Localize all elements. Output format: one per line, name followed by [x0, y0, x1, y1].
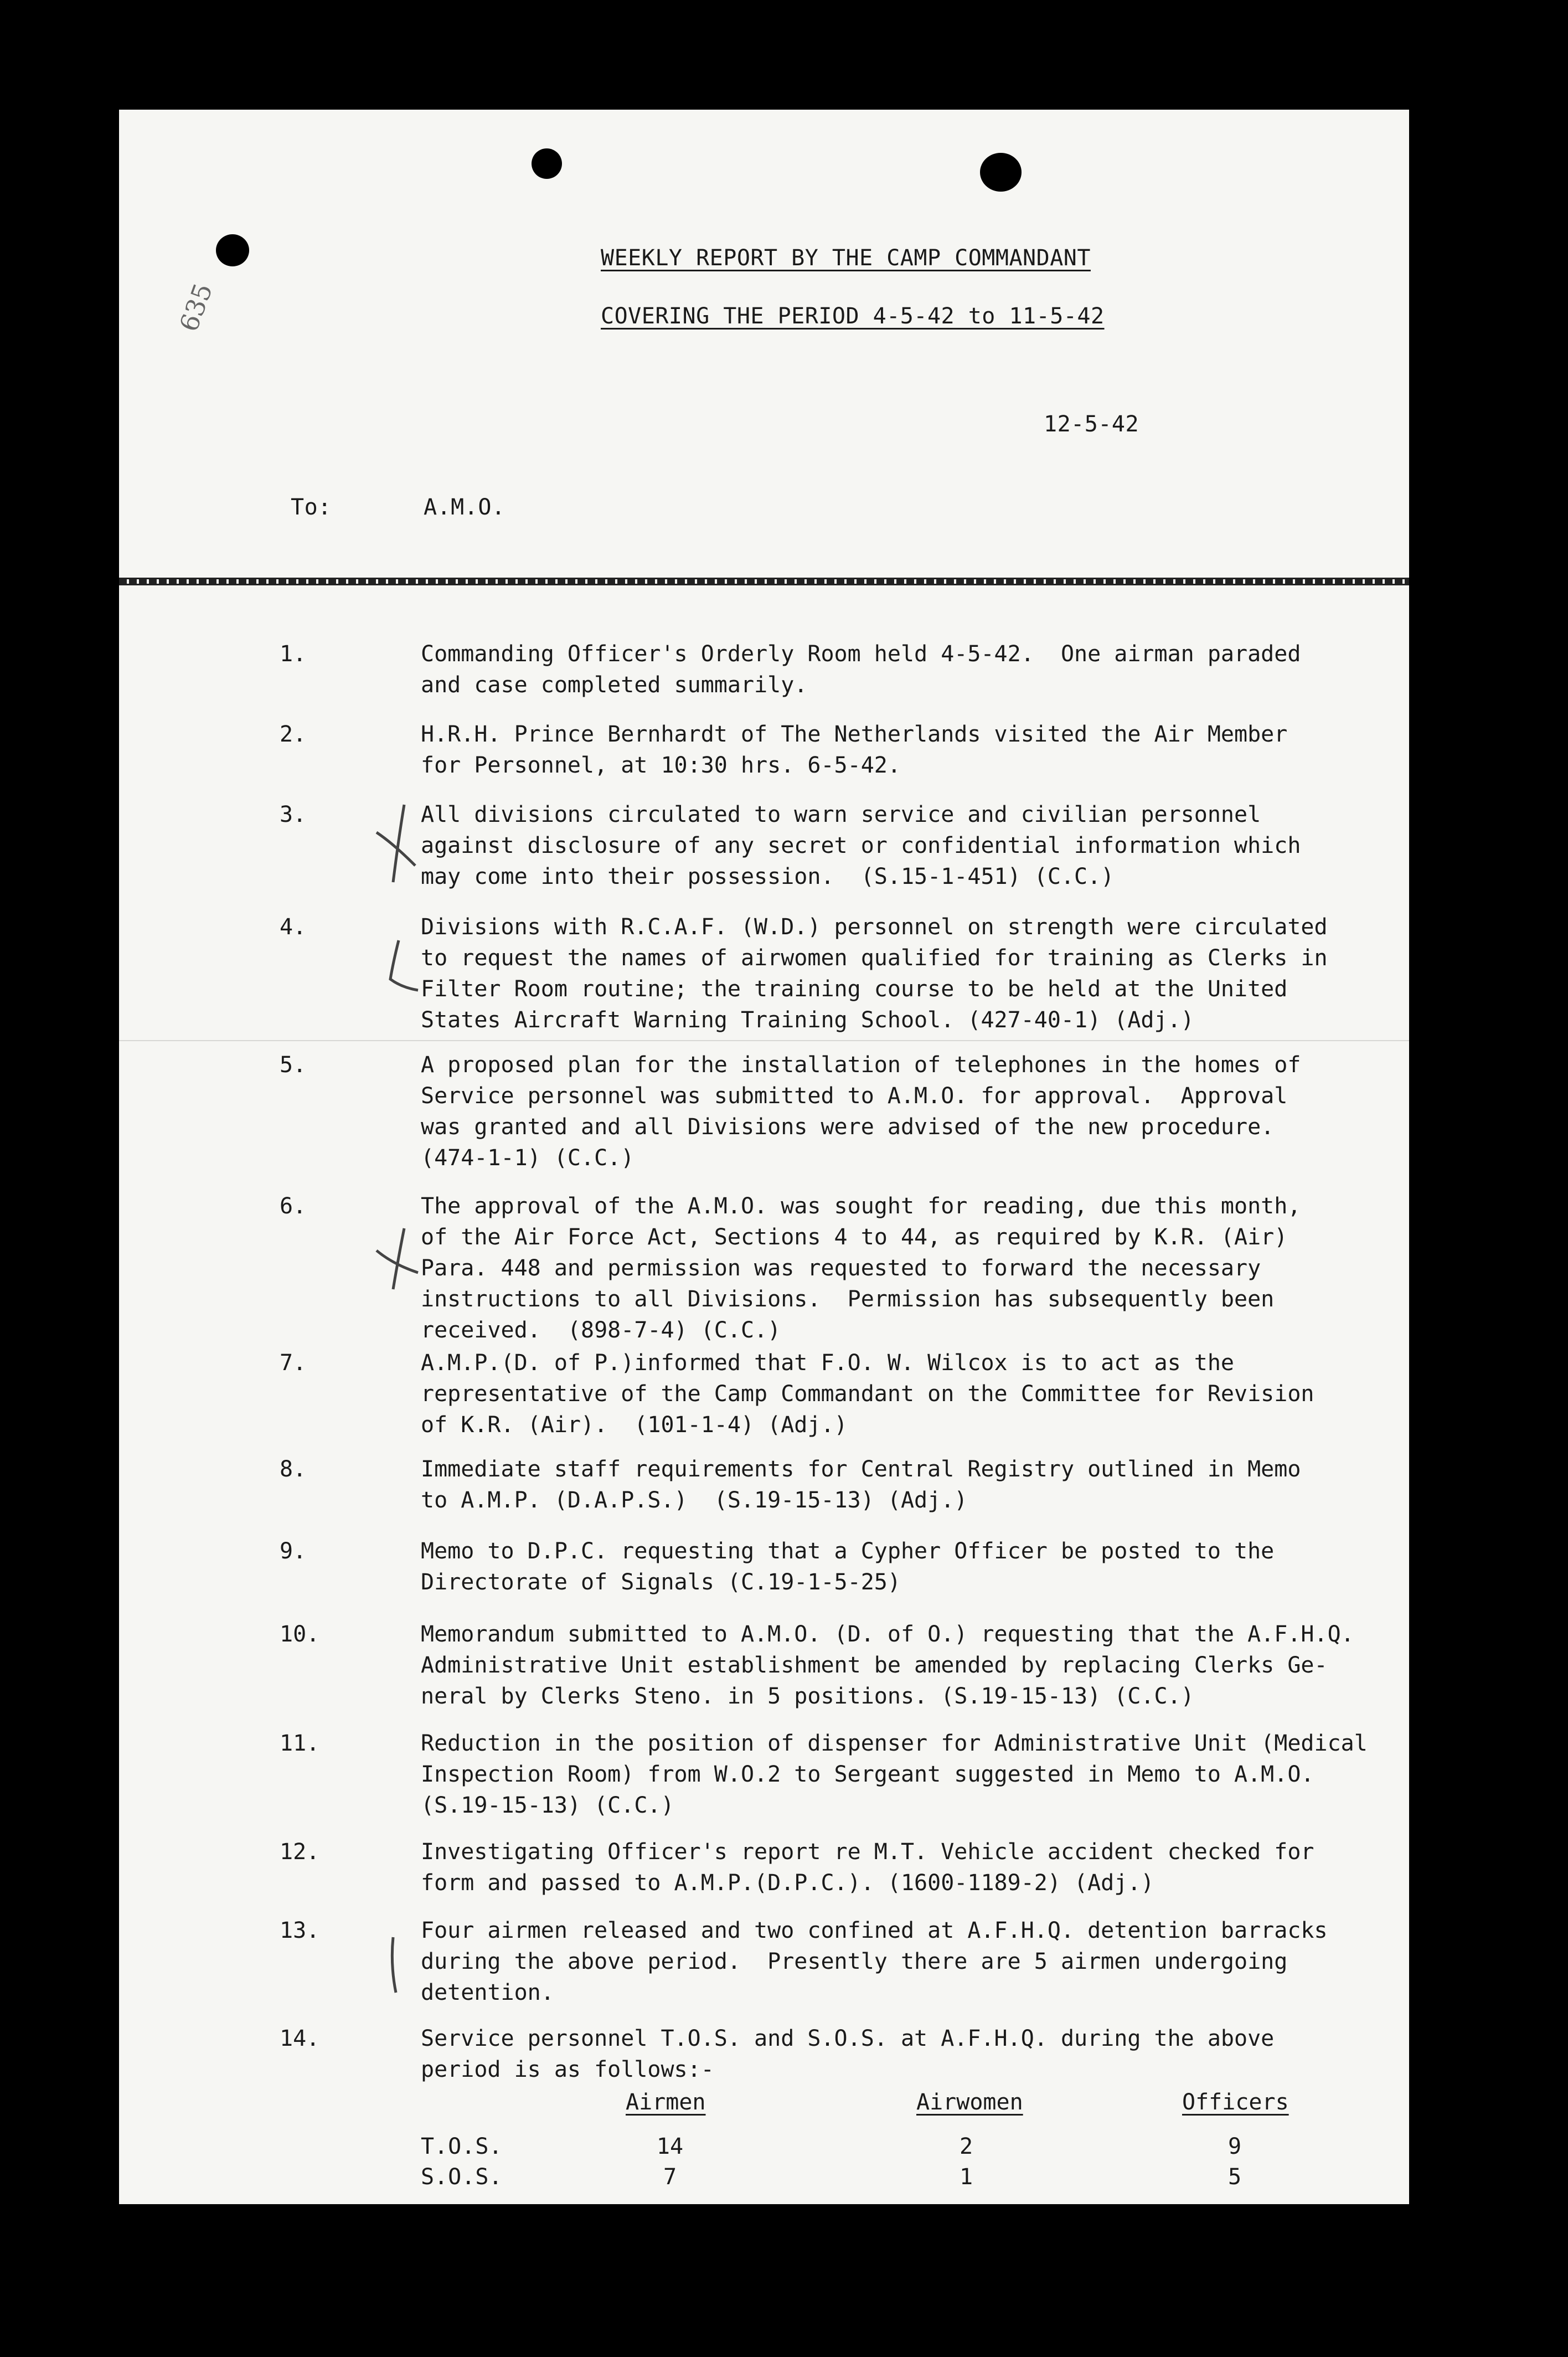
item-number: 12. [280, 1839, 320, 1865]
row-label: S.O.S. [421, 2164, 503, 2190]
item-text: Divisions with R.C.A.F. (W.D.) personnel on strength were circulated to request the names of airwomen qualified for training as Clerks in Filter Room routine; the training course to be held at the United States Aircraft Warning Training School. (427-40-1) (Adj.) [421, 914, 1328, 1033]
item-number: 13. [280, 1918, 320, 1943]
item-number: 10. [280, 1622, 320, 1647]
item-text: A.M.P.(D. of P.)informed that F.O. W. Wilcox is to act as the representative of the Camp Commandant on the Committee for Revision of K.R. (Air). (101-1-4) (Adj.) [421, 1350, 1314, 1438]
item-number: 11. [280, 1731, 320, 1756]
item-text: Memorandum submitted to A.M.O. (D. of O.) requesting that the A.F.H.Q. Administrative Unit establishment be amended by replacing Clerks Ge- neral by Clerks Steno. in 5 positions. (S.19-15-13) (C.C.) [421, 1622, 1354, 1709]
document-page [119, 110, 1409, 2204]
item-number: 6. [280, 1193, 307, 1219]
item-number: 5. [280, 1052, 307, 1078]
item-number: 7. [280, 1350, 307, 1376]
column-header: Airwomen [916, 2090, 1023, 2115]
page-fold [119, 1040, 1409, 1041]
item-number: 3. [280, 802, 307, 827]
item-text: Immediate staff requirements for Central Registry outlined in Memo to A.M.P. (D.A.P.S.) (S.19-15-13) (Adj.) [421, 1457, 1301, 1513]
separator-rule [119, 578, 1409, 585]
item-text: Four airmen released and two confined at A.F.H.Q. detention barracks during the above period. Presently there are 5 airmen undergoing detention. [421, 1918, 1328, 2005]
item-number: 14. [280, 2026, 320, 2051]
report-period: COVERING THE PERIOD 4-5-42 to 11-5-42 [601, 303, 1105, 329]
item-text: Investigating Officer's report re M.T. Vehicle accident checked for form and passed to A.M.P.(D.P.C.). (1600-1189-2) (Adj.) [421, 1839, 1314, 1896]
row-label: T.O.S. [421, 2134, 503, 2159]
item-number: 4. [280, 914, 307, 940]
column-header: Airmen [626, 2090, 706, 2115]
item-text: All divisions circulated to warn service and civilian personnel against disclosure of any secret or confidential information which may come into their possession. (S.15-1-451) (C.C.) [421, 802, 1301, 889]
item-text: Service personnel T.O.S. and S.O.S. at A.F.H.Q. during the above period is as follows:- [421, 2026, 1275, 2082]
item-number: 8. [280, 1457, 307, 1482]
item-text: Reduction in the position of dispenser for Administrative Unit (Medical Inspection Room) from W.O.2 to Sergeant suggested in Memo to A.M.O. (S.19-15-13) (C.C.) [421, 1731, 1368, 1818]
handwritten-check-mark [374, 935, 424, 996]
item-text: Memo to D.P.C. requesting that a Cypher Officer be posted to the Directorate of Signals (C.19-1-5-25) [421, 1538, 1275, 1595]
item-text: A proposed plan for the installation of telephones in the homes of Service personnel was submitted to A.M.O. for approval. Approval was granted and all Divisions were advised of the new procedure. (474-1-1) (C.C.) [421, 1052, 1301, 1171]
punch-hole [216, 234, 249, 266]
item-number: 9. [280, 1538, 307, 1564]
punch-hole [532, 148, 562, 179]
handwritten-check-mark [376, 1932, 410, 1998]
item-text: The approval of the A.M.O. was sought for reading, due this month, of the Air Force Act, Sections 4 to 44, as required by K.R. (Air) Para. 448 and permission was requested to forward the necessary instructions to all Divisions. Permission has subsequently been received. (898-7-4) (C.C.) [421, 1193, 1301, 1343]
table-cell: 2 [959, 2134, 973, 2159]
handwritten-check-mark [371, 799, 421, 888]
item-number: 2. [280, 722, 307, 747]
item-number: 1. [280, 641, 307, 667]
table-cell: 14 [656, 2134, 684, 2159]
item-text: Commanding Officer's Orderly Room held 4-5-42. One airman paraded and case completed summarily. [421, 641, 1301, 698]
addressee-value: A.M.O. [424, 495, 506, 520]
punch-hole [980, 153, 1022, 192]
item-text: H.R.H. Prince Bernhardt of The Netherlands visited the Air Member for Personnel, at 10:30 hrs. 6-5-42. [421, 722, 1288, 778]
table-cell: 5 [1227, 2164, 1242, 2190]
table-cell: 1 [959, 2164, 973, 2190]
handwritten-margin-note: 635 [173, 279, 219, 336]
column-header: Officers [1182, 2090, 1289, 2115]
table-cell: 9 [1227, 2134, 1242, 2159]
table-cell: 7 [663, 2164, 677, 2190]
handwritten-check-mark [371, 1223, 421, 1295]
report-date: 12-5-42 [1044, 411, 1139, 437]
addressee-label: To: [291, 495, 332, 520]
report-title: WEEKLY REPORT BY THE CAMP COMMANDANT [601, 245, 1091, 271]
